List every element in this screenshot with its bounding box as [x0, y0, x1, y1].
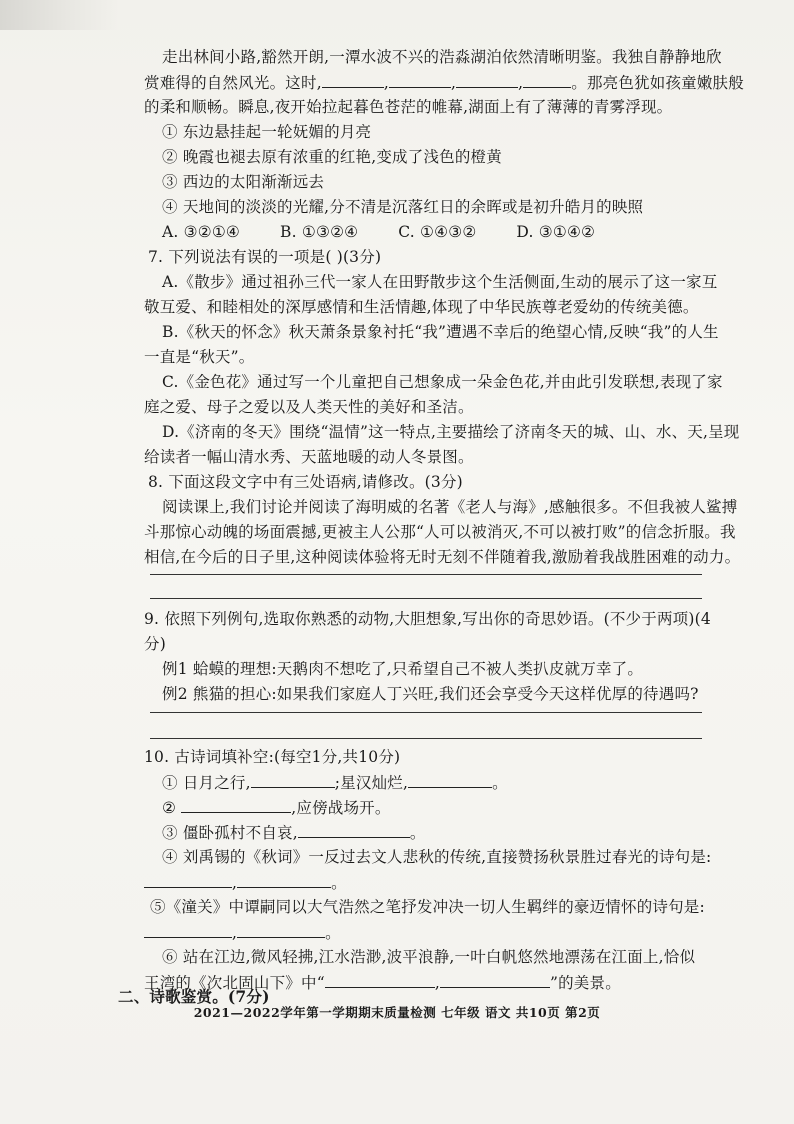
question-stem: 分): [144, 635, 166, 653]
poem-text: ③ 僵卧孤村不自哀,: [162, 824, 298, 842]
answer-blank[interactable]: [523, 71, 571, 88]
poem-text: 。: [331, 874, 347, 892]
poem-item: [162, 796, 391, 819]
answer-line[interactable]: [150, 738, 702, 739]
option-item: 一直是“秋天”。: [144, 348, 255, 366]
poem-item: [162, 771, 508, 794]
question-stem: 10. 古诗词填补空:(每空1分,共10分): [144, 748, 401, 766]
poem-text: ②: [162, 799, 177, 817]
answer-blank[interactable]: [298, 821, 410, 838]
section-heading: 二、诗歌鉴赏。(7分): [118, 987, 270, 1006]
poem-text: ”的美景。: [549, 974, 621, 992]
passage-line: 走出林间小路,豁然开朗,一潭水波不兴的浩淼湖泊依然清晰明鉴。我独自静静地欣: [162, 48, 722, 66]
answer-blank[interactable]: [181, 796, 291, 813]
question-stem: 9. 依照下列例句,选取你熟悉的动物,大胆想象,写出你的奇思妙语。(不少于两项)(4: [144, 610, 711, 628]
choice-d[interactable]: D. ③①④②: [516, 223, 596, 241]
option-item: 给读者一幅山清水秀、天蓝地暖的动人冬景图。: [144, 448, 474, 466]
passage-line: 阅读课上,我们讨论并阅读了海明威的名著《老人与海》,感触很多。不但我被人鲨搏: [162, 498, 738, 516]
poem-text: 。: [325, 924, 341, 942]
choice-options: [162, 221, 635, 243]
answer-blank[interactable]: [389, 71, 451, 88]
poem-text: 。: [409, 824, 426, 842]
choice-b[interactable]: B. ①③②④: [280, 223, 359, 241]
answer-blank[interactable]: [251, 771, 335, 788]
scan-shadow: [0, 0, 120, 30]
option-item: ③ 西边的太阳渐渐远去: [162, 173, 325, 191]
poem-item: [162, 821, 426, 844]
poem-item: [144, 871, 347, 894]
example-line: 例2 熊猫的担心:如果我们家庭人丁兴旺,我们还会享受今天这样优厚的待遇吗?: [162, 685, 699, 703]
answer-blank[interactable]: [408, 771, 492, 788]
poem-text: ,: [232, 924, 238, 942]
option-item: ④ 天地间的淡淡的光耀,分不清是沉落红日的余晖或是初升皓月的映照: [162, 198, 644, 216]
poem-text: 王湾的《次北固山下》中“: [144, 974, 325, 992]
option-item: ② 晚霞也褪去原有浓重的红艳,变成了浅色的橙黄: [162, 148, 502, 166]
answer-blank[interactable]: [144, 921, 232, 938]
example-line: 例1 蛤蟆的理想:天鹅肉不想吃了,只希望自己不被人类扒皮就万幸了。: [162, 660, 644, 678]
passage-line: 赏难得的自然风光。这时, , , , 。那亮色犹如孩童嫩肤般: [144, 71, 744, 94]
poem-text: ,应傍战场开。: [291, 799, 391, 817]
poem-item: ④ 刘禹锡的《秋词》一反过去文人悲秋的传统,直接赞扬秋景胜过春光的诗句是:: [162, 848, 712, 866]
question-stem: 7. 下列说法有误的一项是( )(3分): [148, 248, 382, 266]
answer-blank[interactable]: [440, 971, 550, 988]
option-item: C.《金色花》通过写一个儿童把自己想象成一朵金色花,并由此引发联想,表现了家: [162, 373, 723, 391]
poem-text: ① 日月之行,: [162, 774, 251, 792]
option-item: ① 东边悬挂起一轮妩媚的月亮: [162, 123, 372, 141]
passage-line: 斗那惊心动魄的场面震撼,更被主人公那“人可以被消灭,不可以被打败”的信念折服。我: [144, 523, 736, 541]
poem-item: ⑤《潼关》中谭嗣同以大气浩然之笔抒发冲决一切人生羁绊的豪迈情怀的诗句是:: [150, 898, 705, 916]
answer-line[interactable]: [150, 598, 702, 599]
answer-line[interactable]: [150, 574, 702, 575]
answer-blank[interactable]: [325, 971, 435, 988]
question-stem: 8. 下面这段文字中有三处语病,请修改。(3分): [148, 473, 463, 491]
passage-text: 。那亮色犹如孩童嫩肤般: [571, 74, 744, 92]
answer-blank[interactable]: [237, 921, 325, 938]
answer-blank[interactable]: [237, 871, 331, 888]
poem-item: [144, 921, 341, 944]
answer-blank[interactable]: [144, 871, 232, 888]
option-item: A.《散步》通过祖孙三代一家人在田野散步这个生活侧面,生动的展示了这一家互: [162, 273, 718, 291]
poem-item: ⑥ 站在江边,微风轻拂,江水浩渺,波平浪静,一叶白帆悠然地漂荡在江面上,恰似: [162, 948, 696, 966]
passage-line: 相信,在今后的日子里,这种阅读体验将无时无刻不伴随着我,激励着我战胜困难的动力。: [144, 548, 741, 566]
answer-blank[interactable]: [456, 71, 518, 88]
passage-text: 赏难得的自然风光。这时,: [144, 74, 322, 92]
choice-a[interactable]: A. ③②①④: [162, 223, 241, 241]
option-item: B.《秋天的怀念》秋天萧条景象衬托“我”遭遇不幸后的绝望心情,反映“我”的人生: [162, 323, 719, 341]
option-item: 庭之爱、母子之爱以及人类天性的美好和圣洁。: [144, 398, 474, 416]
answer-blank[interactable]: [322, 71, 384, 88]
option-item: 敬互爱、和睦相处的深厚感情和生活情趣,体现了中华民族尊老爱幼的传统美德。: [144, 298, 699, 316]
poem-text: 。: [492, 774, 508, 792]
page-footer: 2021—2022学年第一学期期末质量检测 七年级 语文 共10页 第2页: [193, 1005, 601, 1020]
passage-line: 的柔和顺畅。瞬息,夜开始拉起暮色苍茫的帷幕,湖面上有了薄薄的青雾浮现。: [144, 98, 673, 116]
poem-text: ;星汉灿烂,: [334, 774, 409, 792]
answer-line[interactable]: [150, 712, 702, 713]
poem-text: ,: [434, 974, 440, 992]
poem-text: ,: [232, 874, 238, 892]
option-item: D.《济南的冬天》围绕“温情”这一特点,主要描绘了济南冬天的城、山、水、天,呈现: [162, 423, 740, 441]
choice-c[interactable]: C. ①④③②: [398, 223, 477, 241]
